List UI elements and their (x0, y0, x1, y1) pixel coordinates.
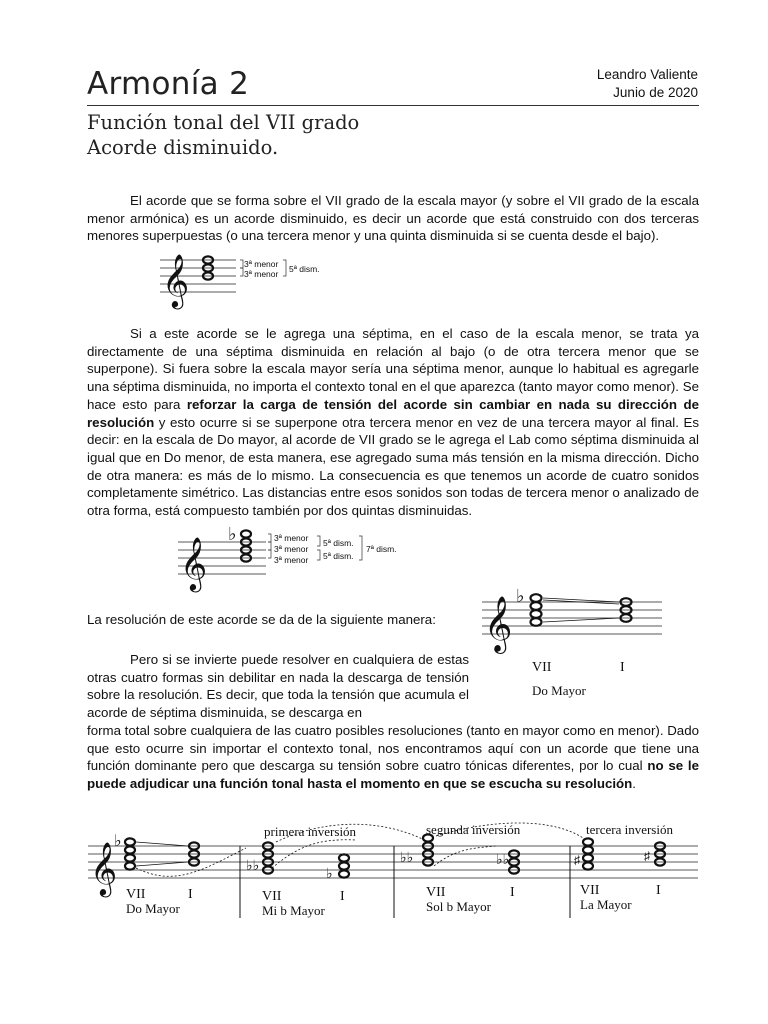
inversion-label: segunda inversión (426, 822, 521, 837)
key-label: Sol b Mayor (426, 899, 491, 914)
staff-figure-diminished-triad (158, 246, 338, 314)
flat-icon: ♭ (228, 524, 237, 544)
roman-numeral: VII (532, 660, 552, 675)
subtitle-line-1: Función tonal del VII grado (87, 111, 360, 134)
key-label: Mi b Mayor (262, 903, 325, 918)
document-date: Junio de 2020 (613, 85, 698, 100)
flat-icon: ♭♭ (246, 859, 260, 874)
roman-numeral: VII (126, 887, 146, 902)
inversion-label: tercera inversión (586, 822, 673, 837)
interval-label: 5ª dism. (323, 538, 354, 548)
roman-numeral: VII (580, 883, 600, 898)
paragraph-4 (87, 722, 699, 793)
document-subtitle (87, 110, 359, 160)
paragraph-4-text-narrow: Pero si se invierte puede resolver en cualquiera de estas otras cuatro formas sin debilitar en nada la descarga de tensión sobre la resolución. Es decir, que toda la tensión que acumula el acorde de séptima disminuida, se descarga en (87, 652, 469, 721)
document-title: Armonía 2 (87, 66, 250, 102)
subtitle-line-2: Acorde disminuido. (87, 136, 279, 159)
header-rule (87, 105, 699, 106)
roman-numeral: I (510, 885, 515, 900)
roman-numeral: I (340, 889, 345, 904)
interval-label: 3ª menor (244, 269, 279, 279)
paragraph-2 (87, 325, 699, 520)
paragraph-4-text-a: forma total sobre cualquiera de las cuatro posibles resoluciones (tanto en mayor como en menor). Dado que esto ocurre sin importar el contexto tonal, nos encontramos aquí con un acorde que tiene una función dominante pero que descarga su tensión sobre cuatro tónicas diferentes, por lo cual (87, 723, 699, 774)
roman-numeral: I (188, 887, 193, 902)
author-name: Leandro Valiente (596, 67, 698, 82)
flat-icon: ♭ (326, 867, 333, 882)
interval-label: 3ª menor (244, 259, 279, 269)
paragraph-2-text-a: Si a este acorde se le agrega una séptima, en el caso de la escala menor, se trata ya directamente de una séptima disminuida en relación al bajo (o de otra tercera menor que se superpone). Si fuera sobre la escala mayor sería una séptima menor, aunque lo habitual es agregarle una séptima disminuida, no importa el contexto tonal en el que aparezca (tanto mayor como menor). Se hace esto para (87, 326, 699, 412)
paragraph-2-text-c: y esto ocurre si se superpone otra tercera menor en vez de una tercera mayor al final. Es decir: en la escala de Do mayor, al acorde de VII grado se le agrega el Lab como séptima disminuida al igual que en Do menor, de esta manera, ese agregado suma más tensión en la misma dirección. Dicho de otra manera: es más de lo mismo. La consecuencia es que tenemos un acorde de cuatro sonidos completamente simétrico. Las distancias entre esos sonidos son todas de tercera menor o analizado de otra forma, está compuesto también por dos quintas disminuidas. (87, 414, 699, 519)
staff-figure-resolution (480, 582, 670, 702)
staff-figure-inversions (86, 818, 702, 922)
paragraph-3: La resolución de este acorde se da de la siguiente manera: (87, 612, 436, 627)
roman-numeral: I (656, 883, 661, 898)
key-label: Do Mayor (532, 683, 586, 698)
paragraph-4-narrow (87, 651, 469, 722)
interval-label: 5ª dism. (323, 551, 354, 561)
key-label: Do Mayor (126, 901, 180, 916)
interval-label: 7ª dism. (366, 544, 397, 554)
author-block (597, 66, 698, 102)
interval-label: 3ª menor (274, 533, 309, 543)
key-label: La Mayor (580, 897, 632, 912)
paragraph-2-bold: reforzar la carga de tensión del acorde sin cambiar en nada su dirección de resolución (87, 396, 699, 430)
sharp-icon: ♯ (644, 849, 650, 863)
flat-icon: ♭ (516, 586, 525, 606)
paragraph-4-bold: no se le puede adjudicar una función tonal hasta el momento en que se escucha su resolución (87, 758, 699, 792)
staff-figure-diminished-seventh (176, 524, 416, 600)
flat-icon: ♭♭ (496, 853, 510, 868)
treble-clef-icon: 𝄞 (162, 255, 190, 306)
flat-icon: ♭ (114, 833, 122, 850)
interval-label: 5ª dism. (289, 264, 320, 274)
paragraph-4-text-c: . (632, 776, 636, 792)
roman-numeral: VII (262, 889, 282, 904)
interval-label: 3ª menor (274, 555, 309, 565)
flat-icon: ♭♭ (400, 851, 414, 866)
treble-clef-icon: 𝄞 (180, 538, 208, 589)
sharp-icon: ♯ (574, 853, 580, 867)
roman-numeral: VII (426, 885, 446, 900)
inversion-label: primera inversión (264, 824, 357, 839)
treble-clef-icon: 𝄞 (484, 598, 513, 651)
paragraph-1-text: El acorde que se forma sobre el VII grado de la escala mayor (y sobre el VII grado de la escala menor armónica) es un acorde disminuido, es decir un acorde que está construido con dos terceras menores superpuestas (o una tercera menor y una quinta disminuida si se cuenta desde el bajo). (87, 193, 699, 244)
treble-clef-icon: 𝄞 (90, 843, 118, 894)
paragraph-1 (87, 192, 699, 245)
roman-numeral: I (620, 660, 625, 675)
interval-label: 3ª menor (274, 544, 309, 554)
